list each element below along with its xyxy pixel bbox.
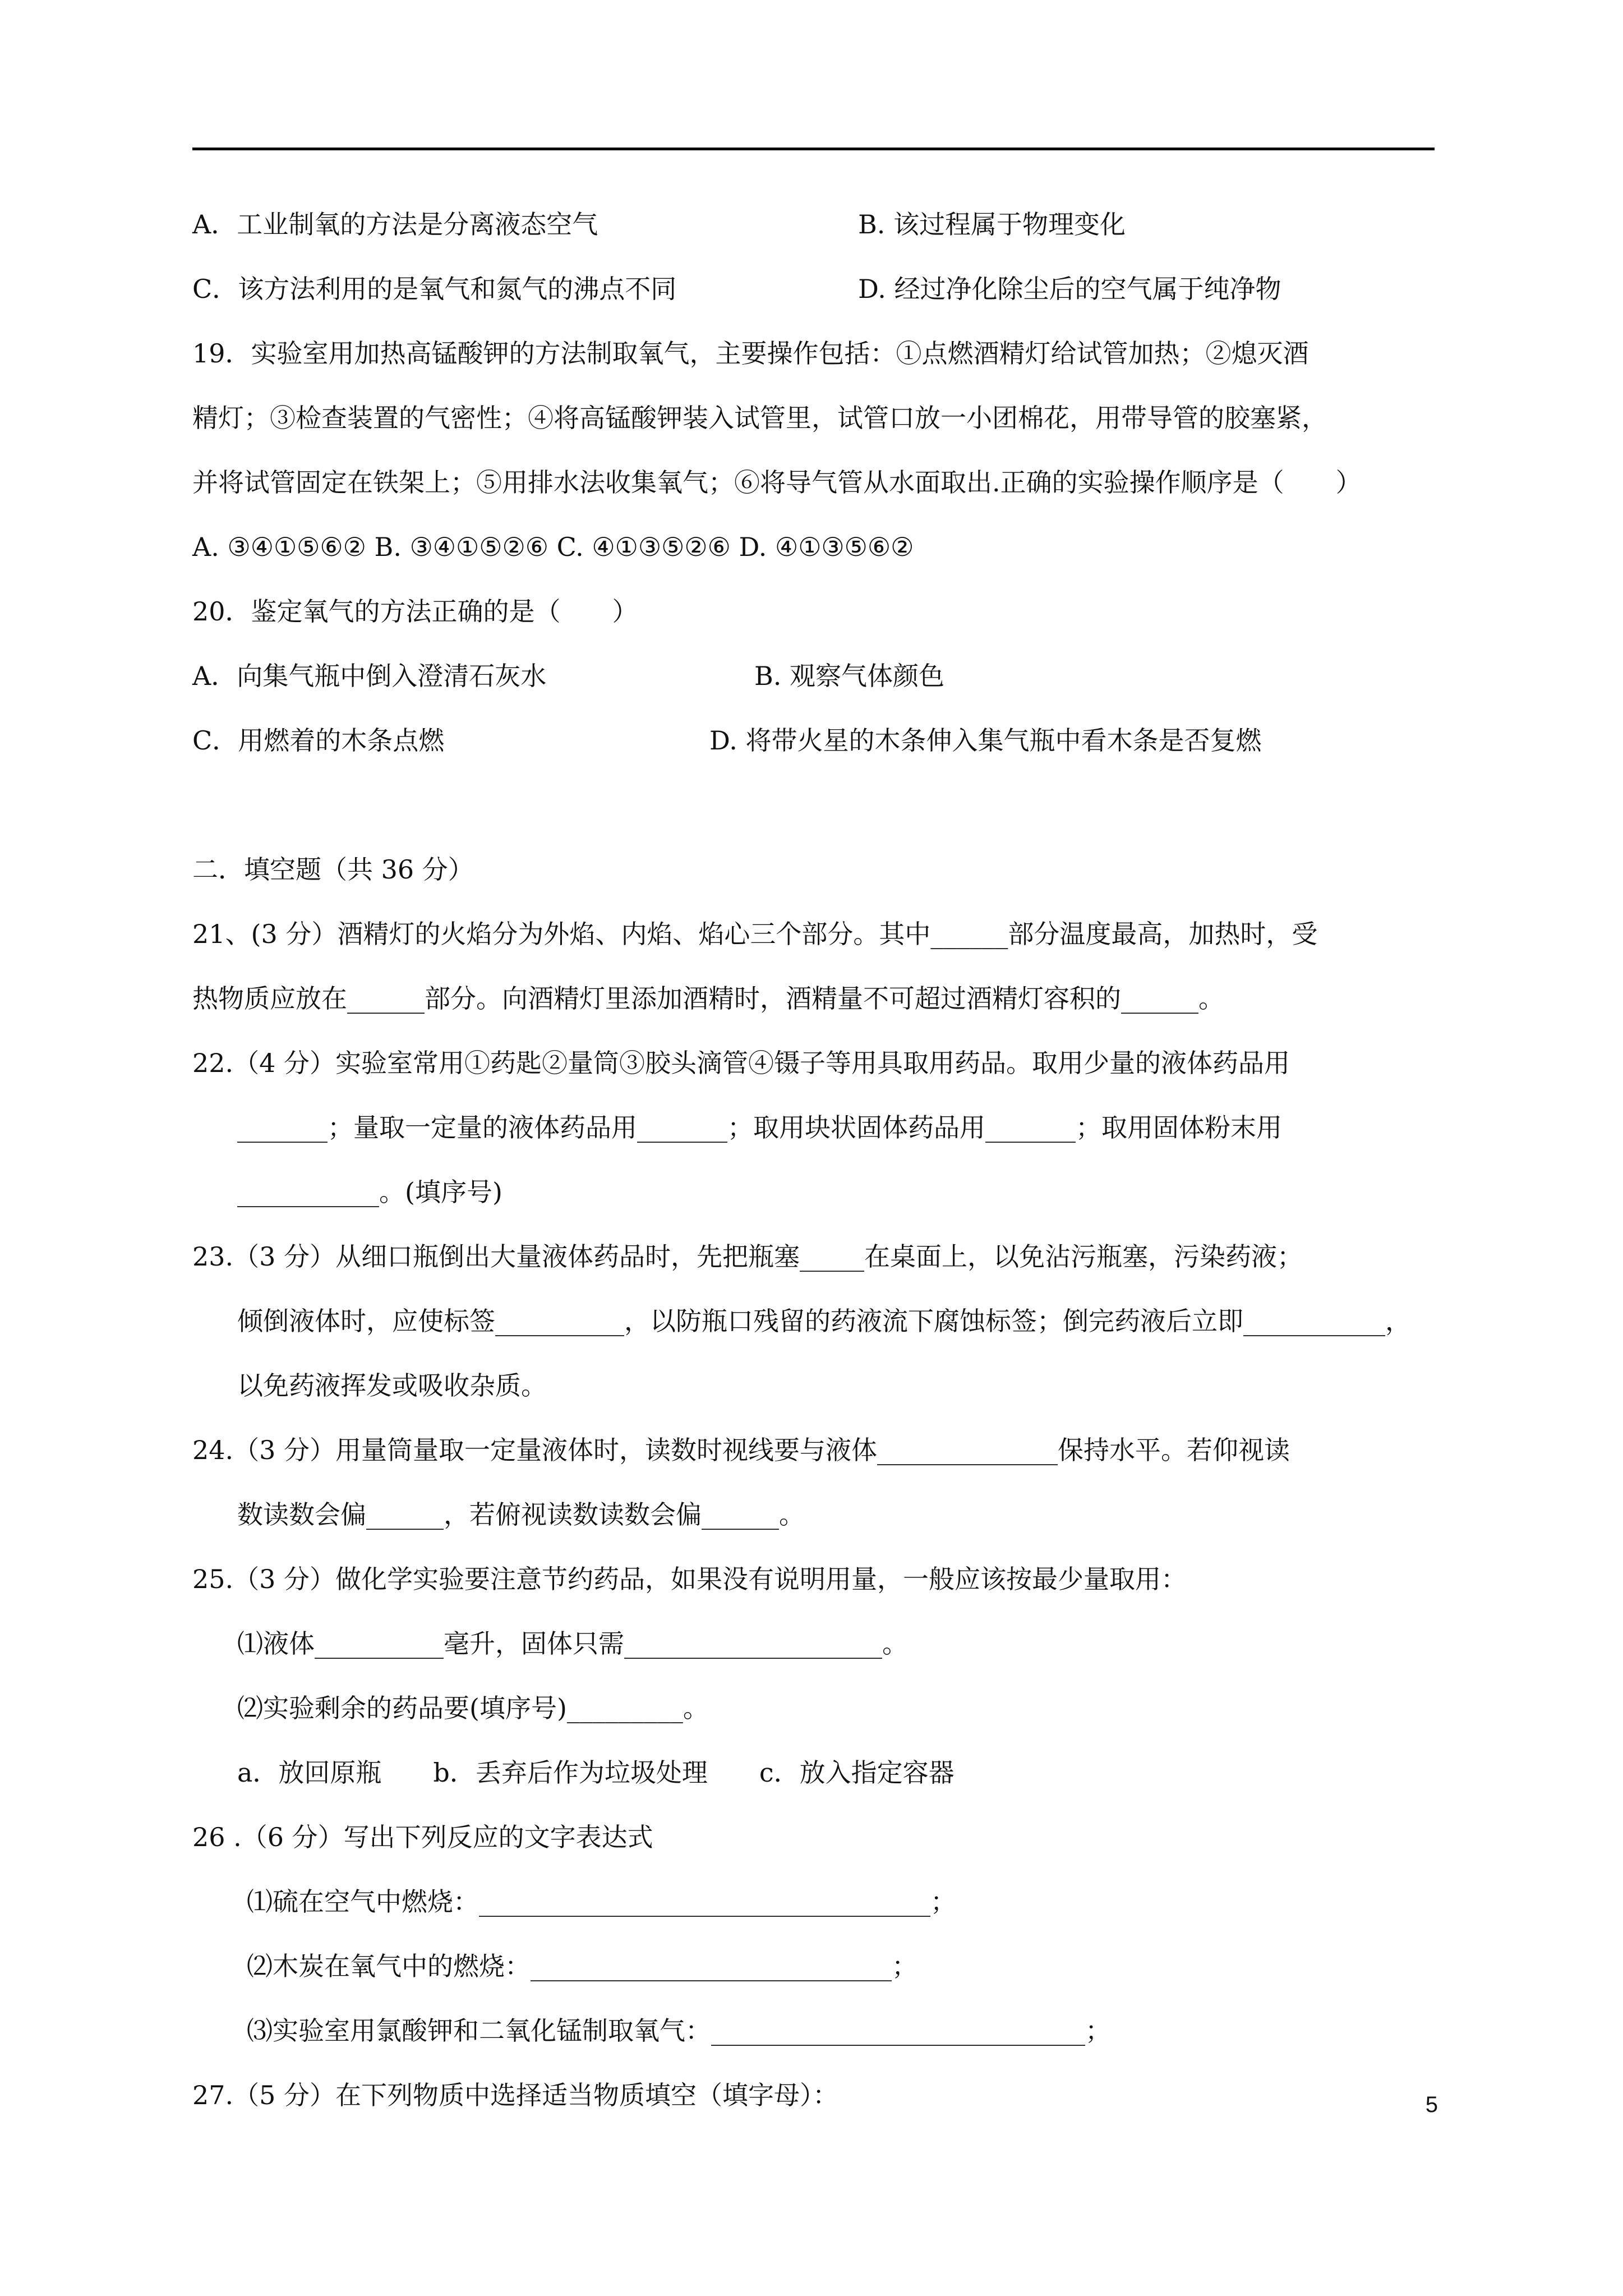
- q25-part-1: ⑴液体__________毫升，固体只需____________________。: [237, 1628, 908, 1659]
- q19-text-line-1: 19．实验室用加热高锰酸钾的方法制取氧气，主要操作包括：①点燃酒精灯给试管加热；②熄灭酒: [192, 338, 1309, 369]
- header-rule: [192, 148, 1435, 150]
- q19-options: A. ③④①⑤⑥② B. ③④①⑤②⑥ C. ④①③⑤②⑥ D. ④①③⑤⑥②: [192, 532, 914, 562]
- q23-text-line-3: 以免药液挥发或吸收杂质。: [237, 1370, 547, 1401]
- q21-text-line-1: 21、(3 分）酒精灯的火焰分为外焰、内焰、焰心三个部分。其中______部分温度最高，加热时，受: [192, 919, 1318, 949]
- q23-text-line-1: 23.（3 分）从细口瓶倒出大量液体药品时，先把瓶塞_____在桌面上，以免沾污瓶塞，污染药液；: [192, 1241, 1303, 1272]
- q20-option-a: A．向集气瓶中倒入澄清石灰水: [192, 661, 547, 691]
- q20-text: 20．鉴定氧气的方法正确的是（ ）: [192, 596, 638, 627]
- q26-part-3: ⑶实验室用氯酸钾和二氧化锰制取氧气：_____________________________；: [247, 2016, 1111, 2046]
- q20-option-d: D. 将带火星的木条伸入集气瓶中看木条是否复燃: [709, 725, 1262, 756]
- page-number: 5: [1425, 2092, 1438, 2117]
- q24-text-line-1: 24.（3 分）用量筒量取一定量液体时，读数时视线要与液体______________保持水平。若仰视读: [192, 1435, 1290, 1465]
- q27-text: 27.（5 分）在下列物质中选择适当物质填空（填字母）：: [192, 2080, 839, 2110]
- q20-option-c: C．用燃着的木条点燃: [192, 725, 445, 756]
- q20-option-b: B. 观察气体颜色: [754, 661, 945, 691]
- q24-text-line-2: 数读数会偏______，若俯视读数读数会偏______。: [237, 1499, 805, 1530]
- q26-part-2: ⑵木炭在氧气中的燃烧：____________________________；: [247, 1951, 917, 1981]
- q22-text-line-3: ___________。(填序号): [237, 1177, 502, 1207]
- q25-choices: a．放回原瓶 b．丢弃后作为垃圾处理 c．放入指定容器: [237, 1757, 955, 1788]
- q18-option-a: A．工业制氧的方法是分离液态空气: [192, 209, 598, 240]
- q25-text: 25.（3 分）做化学实验要注意节约药品，如果没有说明用量，一般应该按最少量取用：: [192, 1564, 1187, 1594]
- q26-text: 26 .（6 分）写出下列反应的文字表达式: [192, 1822, 653, 1852]
- q18-option-b: B. 该过程属于物理变化: [858, 209, 1126, 240]
- q26-part-1: ⑴硫在空气中燃烧：___________________________________；: [247, 1887, 956, 1917]
- q18-option-c: C．该方法利用的是氧气和氮气的沸点不同: [192, 274, 677, 304]
- q19-text-line-3: 并将试管固定在铁架上；⑤用排水法收集氧气；⑥将导气管从水面取出.正确的实验操作顺序是（ ）: [192, 467, 1362, 498]
- q18-option-d: D. 经过净化除尘后的空气属于纯净物: [858, 274, 1281, 304]
- q22-text-line-2: _______；量取一定量的液体药品用_______；取用块状固体药品用_______；取用固体粉末用: [237, 1112, 1282, 1143]
- q23-text-line-2: 倾倒液体时，应使标签__________，以防瓶口残留的药液流下腐蚀标签；倒完药液后立即___________，: [237, 1306, 1411, 1336]
- q21-text-line-2: 热物质应放在______部分。向酒精灯里添加酒精时，酒精量不可超过酒精灯容积的______。: [192, 983, 1224, 1014]
- q22-text-line-1: 22.（4 分）实验室常用①药匙②量筒③胶头滴管④镊子等用具取用药品。取用少量的液体药品用: [192, 1048, 1290, 1078]
- q19-text-line-2: 精灯；③检查装置的气密性；④将高锰酸钾装入试管里，试管口放一小团棉花，用带导管的胶塞紧，: [192, 403, 1327, 433]
- section-heading: 二．填空题（共 36 分）: [192, 854, 474, 885]
- q25-part-2: ⑵实验剩余的药品要(填序号)_________。: [237, 1693, 709, 1723]
